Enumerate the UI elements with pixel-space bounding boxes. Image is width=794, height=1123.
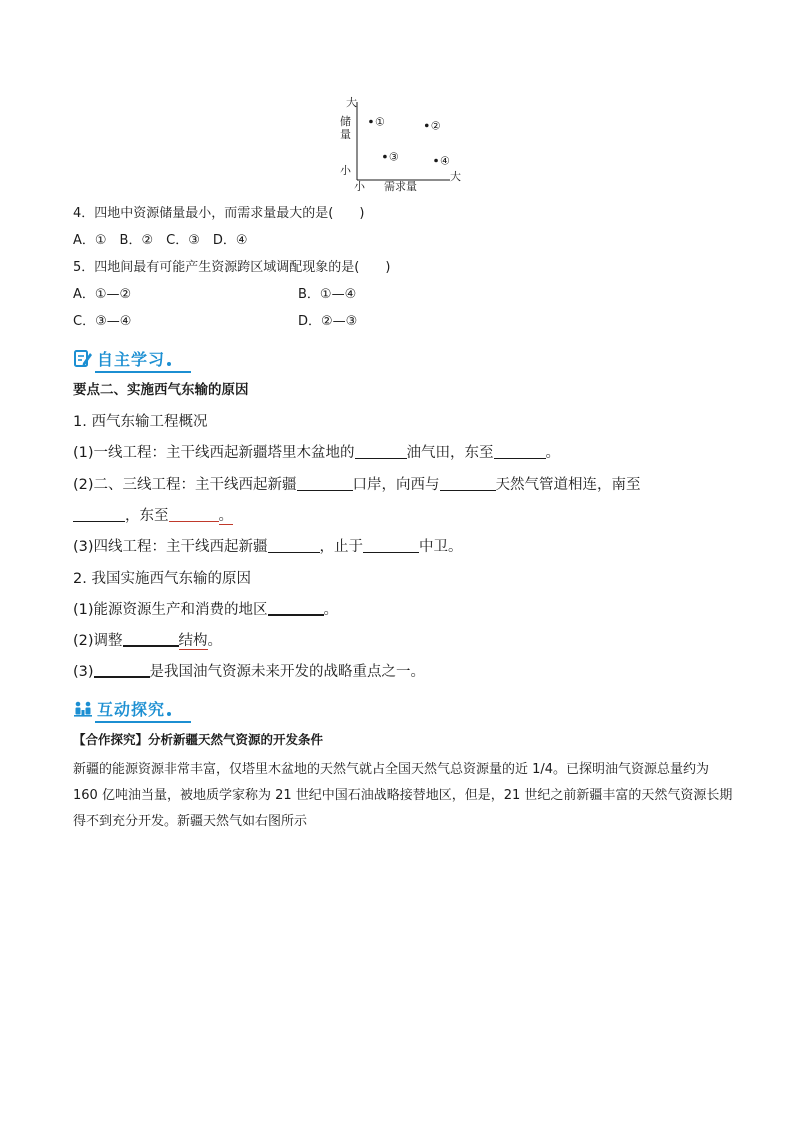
context-paragraph: 新疆的能源资源非常丰富，仅塔里木盆地的天然气就占全国天然气总资源量的近 1/4。已探明油气资源总量约为 160 亿吨油当量，被地质学家称为 21 世纪中国石油战略接替地区，但是，21 世纪之前新疆丰富的天然气资源长期得不到充分开发。新疆天然气如右图所示 [73, 762, 733, 829]
reason-1: (1)能源资源生产和消费的地区 。 [73, 602, 339, 618]
chart-point-1 [369, 120, 373, 124]
section-interactive-title: 互动探究 [97, 699, 166, 719]
title-underline [95, 371, 191, 373]
blank-9[interactable] [268, 600, 324, 616]
y-axis-title-1: 储 [340, 115, 351, 128]
item-2-title: 2. 我国实施西气东输的原因 [73, 571, 251, 587]
question-5-option-c: C．③—④ [73, 314, 132, 329]
title-underline-2 [95, 721, 191, 723]
chart-point-label-3: ③ [388, 150, 399, 164]
supply-demand-chart [330, 92, 470, 192]
chart-point-2 [425, 124, 429, 128]
x-axis-right-label: 大 [450, 170, 461, 183]
title-dot-2 [167, 712, 171, 716]
blank-6[interactable] [169, 507, 219, 522]
question-4-stem: 4．四地中资源储量最小，而需求量最大的是( ) [73, 206, 365, 221]
reason-3: (3) 是我国油气资源未来开发的战略重点之一。 [73, 664, 426, 680]
x-axis-origin-label: 小 [354, 180, 365, 192]
line-project-2-cont: ，东至 。 [73, 506, 233, 526]
question-4-options: A．① B．② C．③ D．④ [73, 233, 248, 248]
section-interactive-header [73, 696, 171, 720]
y-axis-title-2: 量 [340, 128, 351, 141]
question-5-option-a: A．①—② [73, 287, 132, 302]
blank-3[interactable] [297, 476, 353, 491]
cooperative-heading: 【合作探究】分析新疆天然气资源的开发条件 [73, 732, 324, 747]
section-self-study-title: 自主学习 [97, 349, 166, 369]
question-5-stem: 5．四地间最有可能产生资源跨区域调配现象的是( ) [73, 260, 391, 275]
chart-point-label-2: ② [430, 119, 441, 133]
line-project-2: (2)二、三线工程：主干线西起新疆 口岸，向西与 天然气管道相连，南至 [73, 477, 641, 493]
reason-2: (2)调整 结构。 [73, 633, 223, 649]
question-5-option-b: B．①—④ [298, 287, 357, 302]
section-self-study-header [73, 346, 171, 370]
item-1-title: 1. 西气东输工程概况 [73, 414, 208, 430]
people-group-icon [73, 698, 93, 718]
blank-10[interactable] [123, 631, 179, 647]
blank-4[interactable] [440, 476, 496, 491]
blank-11[interactable] [94, 662, 150, 678]
y-axis-top-label: 大 [346, 96, 357, 109]
chart-point-4 [434, 159, 438, 163]
blank-5[interactable] [73, 507, 125, 522]
x-axis-title: 需求量 [384, 180, 417, 192]
line-project-4: (3)四线工程：主干线西起新疆 ，止于 中卫。 [73, 539, 463, 555]
blank-2[interactable] [494, 444, 546, 459]
blank-7[interactable] [268, 538, 320, 553]
chart-points [369, 116, 450, 168]
chart-point-3 [383, 155, 387, 159]
chart-point-label-4: ④ [440, 154, 450, 168]
blank-8[interactable] [363, 538, 419, 553]
y-axis-bottom-label: 小 [340, 164, 351, 177]
blank-1[interactable] [355, 444, 407, 459]
chart-point-label-1: ① [374, 115, 385, 129]
notepad-pencil-icon [73, 348, 93, 368]
key-point-heading: 要点二、实施西气东输的原因 [73, 382, 249, 398]
line-project-1: (1)一线工程：主干线西起新疆塔里木盆地的 油气田，东至 。 [73, 445, 561, 461]
title-dot [167, 362, 171, 366]
question-5-option-d: D．②—③ [298, 314, 358, 329]
